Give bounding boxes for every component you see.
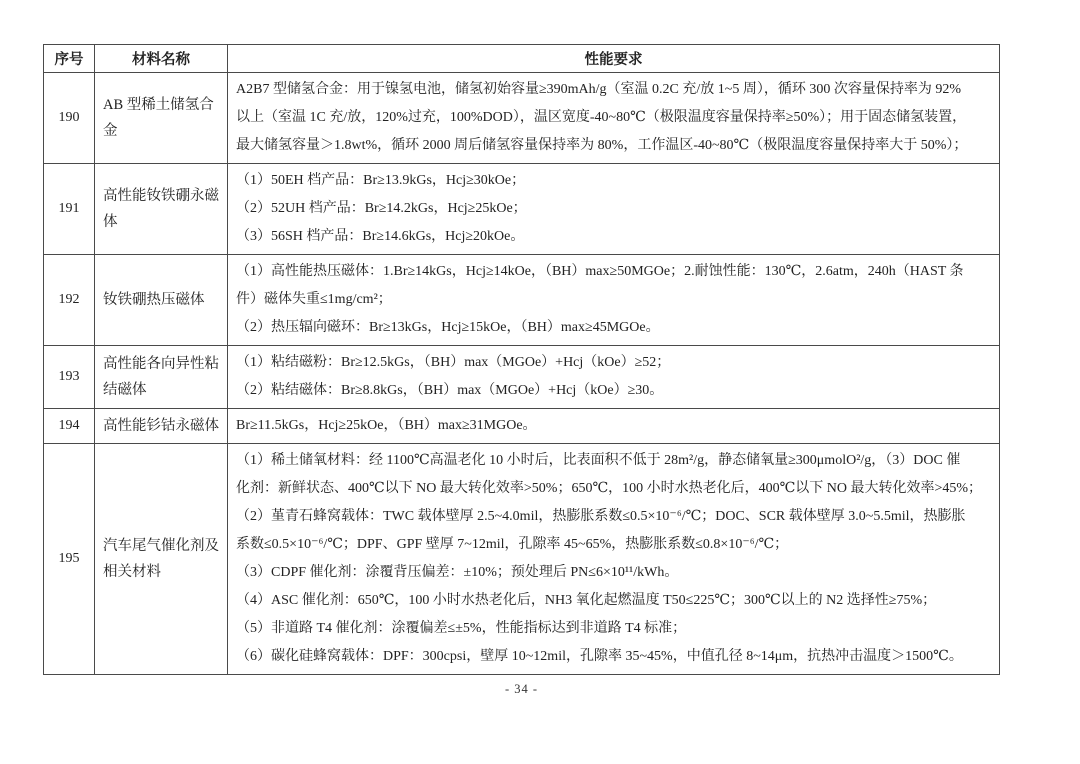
requirement-line: （3）56SH 档产品：Br≥14.6kGs，Hcj≥20kOe。 xyxy=(236,229,525,244)
requirement-line: 以上（室温 1C 充/放，120%过充，100%DOD），温区宽度-40~80℃（极限温度容量保持率≥50%）；用于固态储氢装置， xyxy=(236,110,967,125)
performance-requirements xyxy=(228,164,1000,255)
column-header-performance-requirements: 性能要求 xyxy=(228,45,1000,73)
performance-requirements xyxy=(228,409,1000,444)
material-name: 汽车尾气催化剂及相关材料 xyxy=(95,444,228,675)
material-name: 高性能各向异性粘结磁体 xyxy=(95,346,228,409)
requirement-line: 件）磁体失重≤1mg/cm²； xyxy=(236,292,392,307)
requirement-line: 系数≤0.5×10⁻⁶/℃；DPF、GPF 壁厚 7~12mil，孔隙率 45~65%，热膨胀系数≤0.8×10⁻⁶/℃； xyxy=(236,537,789,552)
table-row xyxy=(44,255,1000,346)
header-row xyxy=(44,45,1000,73)
column-header-material-name: 材料名称 xyxy=(95,45,228,73)
requirement-line: （2）热压辐向磁环：Br≥13kGs，Hcj≥15kOe，（BH）max≥45MGOe。 xyxy=(236,320,660,335)
material-name: 高性能钐钴永磁体 xyxy=(95,409,228,444)
requirement-line: （1）50EH 档产品：Br≥13.9kGs，Hcj≥30kOe； xyxy=(236,173,526,188)
table-row xyxy=(44,164,1000,255)
column-header-serial-number: 序号 xyxy=(44,45,95,73)
requirement-line: （2）52UH 档产品：Br≥14.2kGs，Hcj≥25kOe； xyxy=(236,201,527,216)
requirement-line: （1）粘结磁粉：Br≥12.5kGs，（BH）max（MGOe）+Hcj（kOe）≥52； xyxy=(236,355,671,370)
row-serial-number: 194 xyxy=(44,409,95,444)
table-row xyxy=(44,346,1000,409)
table-row xyxy=(44,409,1000,444)
requirement-line: （2）粘结磁体：Br≥8.8kGs，（BH）max（MGOe）+Hcj（kOe）≥30。 xyxy=(236,383,664,398)
requirement-line: 最大储氢容量＞1.8wt%，循环 2000 周后储氢容量保持率为 80%，工作温区-40~80℃（极限温度容量保持率大于 50%）； xyxy=(236,138,968,153)
requirement-line: Br≥11.5kGs，Hcj≥25kOe，（BH）max≥31MGOe。 xyxy=(236,418,537,433)
performance-requirements xyxy=(228,255,1000,346)
requirement-line: （1）高性能热压磁体：1.Br≥14kGs，Hcj≥14kOe，（BH）max≥50MGOe；2.耐蚀性能：130℃，2.6atm，240h（HAST 条 xyxy=(236,264,964,279)
table-row xyxy=(44,73,1000,164)
row-serial-number: 191 xyxy=(44,164,95,255)
requirement-line: A2B7 型储氢合金：用于镍氢电池，储氢初始容量≥390mAh/g（室温 0.2C 充/放 1~5 周），循环 300 次容量保持率为 92% xyxy=(236,82,961,97)
row-serial-number: 192 xyxy=(44,255,95,346)
materials-table xyxy=(43,44,1000,675)
requirement-line: 化剂：新鲜状态、400℃以下 NO 最大转化效率>50%；650℃，100 小时水热老化后，400℃以下 NO 最大转化效率>45%； xyxy=(236,481,983,496)
requirement-line: （6）碳化硅蜂窝载体：DPF：300cpsi，壁厚 10~12mil，孔隙率 35~45%，中值孔径 8~14μm，抗热冲击温度＞1500℃。 xyxy=(236,649,963,664)
requirement-line: （5）非道路 T4 催化剂：涂覆偏差≤±5%，性能指标达到非道路 T4 标准； xyxy=(236,621,687,636)
page-number: - 34 - xyxy=(504,682,539,696)
requirement-line: （3）CDPF 催化剂：涂覆背压偏差：±10%；预处理后 PN≤6×10¹¹/kWh。 xyxy=(236,565,679,580)
performance-requirements xyxy=(228,346,1000,409)
material-name: 高性能钕铁硼永磁体 xyxy=(95,164,228,255)
requirement-line: （2）堇青石蜂窝载体：TWC 载体壁厚 2.5~4.0mil，热膨胀系数≤0.5×10⁻⁶/℃；DOC、SCR 载体壁厚 3.0~5.5mil，热膨胀 xyxy=(236,509,966,524)
material-name: 钕铁硼热压磁体 xyxy=(95,255,228,346)
table-header xyxy=(44,45,1000,73)
row-serial-number: 193 xyxy=(44,346,95,409)
performance-requirements xyxy=(228,73,1000,164)
material-name: AB 型稀土储氢合金 xyxy=(95,73,228,164)
requirement-line: （1）稀土储氧材料：经 1100℃高温老化 10 小时后，比表面积不低于 28m²/g，静态储氧量≥300μmolO²/g，（3）DOC 催 xyxy=(236,453,961,468)
requirement-line: （4）ASC 催化剂：650℃，100 小时水热老化后，NH3 氧化起燃温度 T50≤225℃；300℃以上的 N2 选择性≥75%； xyxy=(236,593,937,608)
row-serial-number: 195 xyxy=(44,444,95,675)
table-body xyxy=(44,73,1000,675)
performance-requirements xyxy=(228,444,1000,675)
table-row xyxy=(44,444,1000,675)
row-serial-number: 190 xyxy=(44,73,95,164)
